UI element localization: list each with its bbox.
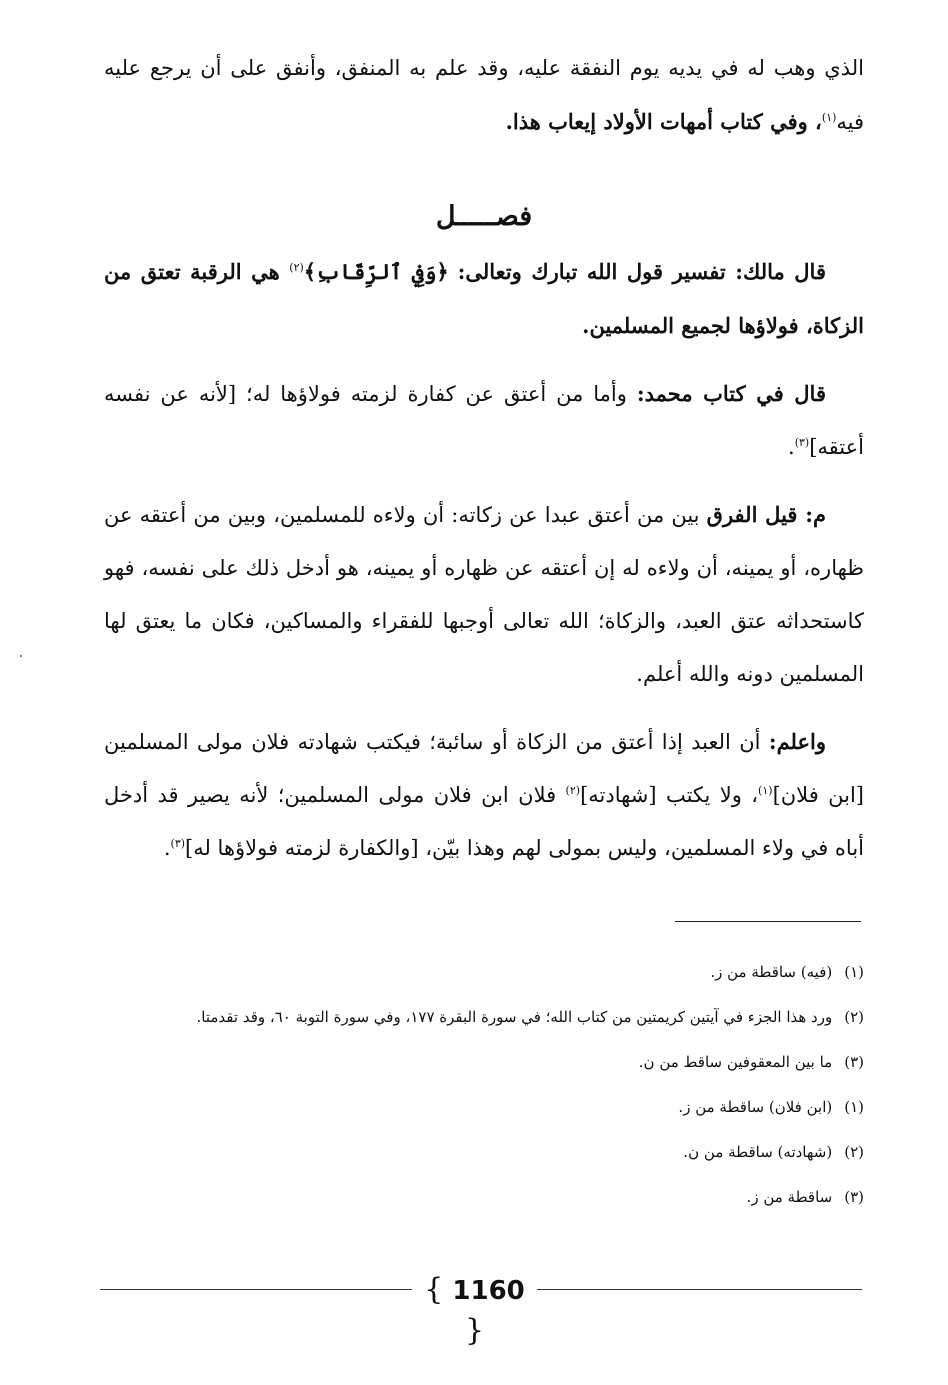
paragraph-lead: قال مالك: تفسير قول الله تبارك وتعالى: — [457, 259, 826, 284]
scan-speck — [20, 655, 22, 657]
paragraph-text: ، ولا يكتب [شهادته] — [580, 783, 759, 807]
footnote-number: (٣) — [844, 1188, 864, 1206]
paragraph-text: وأما من أعتق عن كفارة لزمته فولاؤها له؛ [لأنه عن نفسه أعتقه] — [104, 382, 864, 459]
main-text — [104, 42, 864, 875]
footnote-text: ما بين المعقوفين ساقط من ن. — [638, 1053, 833, 1071]
footnote-ref: (٣) — [794, 436, 810, 449]
footnote-text: ورد هذا الجزء في آيتين كريمتين من كتاب الله؛ في سورة البقرة ١٧٧، وفي سورة التوبة ٦٠، وقد تقدمتا. — [196, 1008, 833, 1026]
brace-close: } — [464, 1313, 485, 1348]
quran-quote: ﴿وَفِي ٱلرِّقَابِ﴾ — [303, 259, 449, 284]
footnote-text: (فيه) ساقطة من ز. — [710, 963, 833, 981]
footnote-text: (شهادته) ساقطة من ن. — [683, 1143, 833, 1161]
footnote-number: (٢) — [844, 1143, 864, 1161]
paragraph-end: . — [163, 836, 171, 860]
paragraph-text-bold: ، وفي كتاب أمهات الأولاد إيعاب هذا. — [505, 109, 822, 134]
footnote-separator — [675, 921, 861, 922]
footnote-item — [100, 1085, 864, 1130]
paragraph-end: . — [788, 435, 795, 459]
page-footer — [100, 1270, 864, 1348]
footnote-item — [100, 950, 864, 995]
paragraph-lead: واعلم: — [768, 729, 826, 754]
footnote-number: (٣) — [844, 1053, 864, 1071]
footnote-ref: (١) — [758, 784, 773, 797]
footnote-number: (١) — [844, 1098, 864, 1116]
footnote-item — [100, 995, 864, 1040]
section-heading: فصـــــل — [435, 201, 533, 232]
paragraph-text: فلان ابن فلان مولى المسلمين؛ لأنه يصير قد أدخل أباه في ولاء المسلمين، وليس بمولى لهم وهذا بيّن، [والكفارة لزمته فولاؤها له] — [104, 783, 864, 860]
footer-rule-right — [537, 1289, 862, 1290]
footnote-text: (ابن فلان) ساقطة من ز. — [678, 1098, 833, 1116]
footnote-text: ساقطة من ز. — [746, 1188, 833, 1206]
paragraph-lead: م: قيل الفرق — [706, 502, 826, 527]
footnote-ref: (٢) — [565, 784, 581, 797]
paragraph-difference — [104, 488, 864, 701]
footnote-number: (٢) — [844, 1008, 864, 1026]
paragraph-text-bold: هي الرقبة تعتق من الزكاة، فولاؤها لجميع المسلمين. — [104, 259, 864, 338]
footnote-item — [100, 1040, 864, 1085]
page-number-value: 1160 — [452, 1276, 525, 1306]
paragraph-text: الذي وهب له في يديه يوم النفقة عليه، وقد علم به المنفق، وأنفق على أن يرجع عليه فيه — [104, 56, 864, 134]
footnote-number: (١) — [844, 963, 864, 981]
paragraph-lead: قال في كتاب محمد: — [636, 381, 826, 406]
footer-rule-left — [100, 1289, 412, 1290]
paragraph-continuation — [104, 42, 864, 149]
footnote-ref: (٢) — [289, 261, 304, 274]
footnote-ref: (١) — [821, 111, 837, 124]
footnote-ref: (٣) — [170, 837, 186, 850]
footnote-item — [100, 1175, 864, 1220]
page-number — [412, 1270, 537, 1352]
brace-open: { — [424, 1272, 444, 1307]
footnotes — [100, 950, 864, 1220]
paragraph-text: بين من أعتق عبدا عن زكاته: أن ولاءه للمسلمين، وبين من أعتقه عن ظهاره، أو يمينه، أن ولاءه له إن أعتقه عن ظهاره أو يمينه، هو أدخل ذلك على نفسه، فهو كاستحداثه عتق العبد، والزكاة؛ الله تعالى أوجبها للفقراء والمساكين، فكان ما يعتق لها المسلمين دونه والله أعلم. — [104, 503, 864, 686]
footnote-item — [100, 1130, 864, 1175]
paragraph-know — [104, 715, 864, 875]
paragraph-malik — [104, 245, 864, 353]
paragraph-muhammad — [104, 367, 864, 474]
paragraph-text: أن العبد إذا أعتق من الزكاة أو سائبة؛ فيكتب شهادته فلان مولى المسلمين [ابن فلان] — [104, 730, 864, 807]
